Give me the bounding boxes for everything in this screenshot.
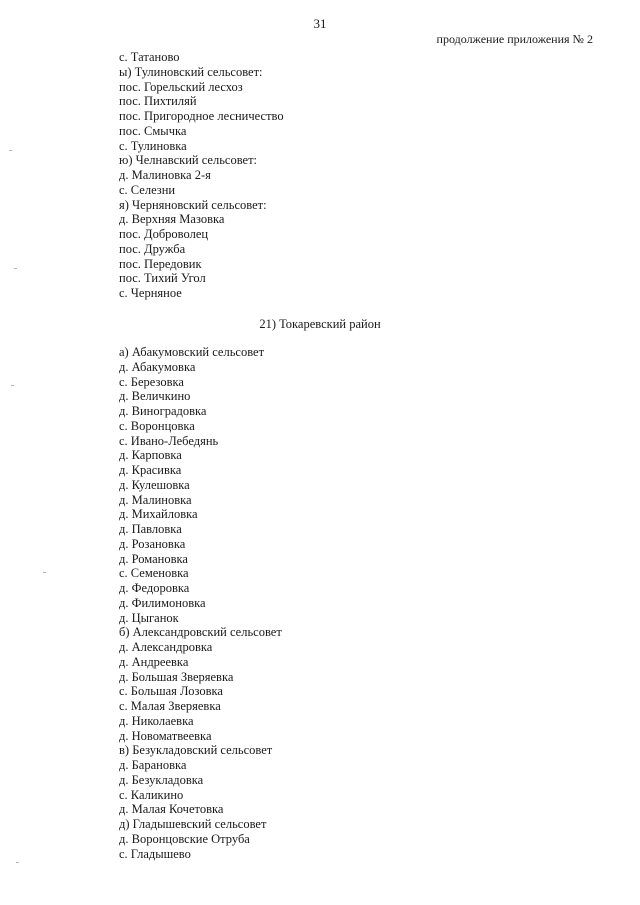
list-item: д. Безукладовка: [119, 772, 204, 787]
list-item: с. Каликино: [119, 787, 184, 802]
scan-mark: [9, 150, 12, 151]
list-item: пос. Смычка: [119, 123, 187, 138]
list-item: б) Александровский сельсовет: [119, 625, 282, 640]
list-item: д. Воронцовские Отруба: [119, 831, 250, 846]
list-item: а) Абакумовский сельсовет: [119, 345, 265, 359]
list-item: ю) Челнавский сельсовет:: [119, 153, 258, 168]
list-item: д. Филимоновка: [119, 595, 206, 610]
list-item: я) Черняновский сельсовет:: [119, 197, 267, 212]
list-item: пос. Горельский лесхоз: [119, 79, 243, 94]
list-item: д. Михайловка: [119, 507, 198, 522]
list-item: д. Александровка: [119, 640, 213, 654]
list-item: д. Цыганок: [119, 610, 179, 625]
list-item: д. Николаевка: [119, 713, 194, 728]
list-item: пос. Тихий Угол: [119, 271, 206, 286]
list-item: с. Тулиновка: [119, 138, 187, 153]
list-item: пос. Дружба: [119, 241, 186, 256]
list-item: д. Виноградовка: [119, 404, 207, 418]
continuation-note: продолжение приложения № 2: [436, 32, 593, 46]
list-item: пос. Пригородное лесничество: [119, 109, 284, 123]
list-item: д. Малиновка 2-я: [119, 168, 211, 182]
list-item: с. Березовка: [119, 374, 184, 389]
settlement-list-bottom: [119, 345, 282, 861]
list-item: д. Малиновка: [119, 492, 192, 507]
list-item: с. Семеновка: [119, 566, 189, 581]
list-item: с. Малая Зверяевка: [119, 699, 221, 713]
list-item: д. Большая Зверяевка: [119, 669, 234, 684]
list-item: д. Розановка: [119, 536, 186, 551]
list-item: д. Кулешовка: [119, 477, 190, 492]
list-item: д. Романовка: [119, 551, 188, 566]
scan-mark: [43, 572, 46, 573]
list-item: д. Барановка: [119, 758, 187, 772]
page-number: 31: [313, 16, 327, 31]
list-item: д. Величкино: [119, 389, 191, 404]
scan-mark: [11, 385, 14, 386]
list-item: пос. Передовик: [119, 256, 202, 271]
list-item: с. Гладышево: [119, 846, 191, 861]
scan-mark: [16, 862, 19, 863]
list-item: д. Карповка: [119, 448, 182, 463]
scan-mark: [14, 268, 17, 269]
list-item: с. Черняное: [119, 286, 182, 300]
list-item: д. Верхняя Мазовка: [119, 212, 225, 227]
list-item: с. Большая Лозовка: [119, 684, 223, 699]
list-item: ы) Тулиновский сельсовет:: [119, 64, 263, 79]
list-item: д. Малая Кочетовка: [119, 802, 224, 817]
list-item: д) Гладышевский сельсовет: [119, 817, 267, 831]
list-item: д. Федоровка: [119, 581, 190, 595]
section-heading: 21) Токаревский район: [259, 317, 381, 331]
list-item: д. Андреевка: [119, 654, 189, 669]
list-item: с. Татаново: [119, 50, 180, 64]
list-item: д. Красивка: [119, 463, 182, 477]
list-item: д. Абакумовка: [119, 359, 196, 374]
settlement-list-top: [119, 50, 284, 301]
list-item: пос. Доброволец: [119, 227, 209, 241]
list-item: в) Безукладовский сельсовет: [119, 743, 273, 758]
list-item: с. Ивано-Лебедянь: [119, 433, 219, 448]
list-item: с. Воронцовка: [119, 418, 195, 433]
list-item: пос. Пихтиляй: [119, 94, 197, 109]
list-item: д. Новоматвеевка: [119, 728, 212, 743]
list-item: с. Селезни: [119, 182, 176, 197]
list-item: д. Павловка: [119, 522, 182, 536]
